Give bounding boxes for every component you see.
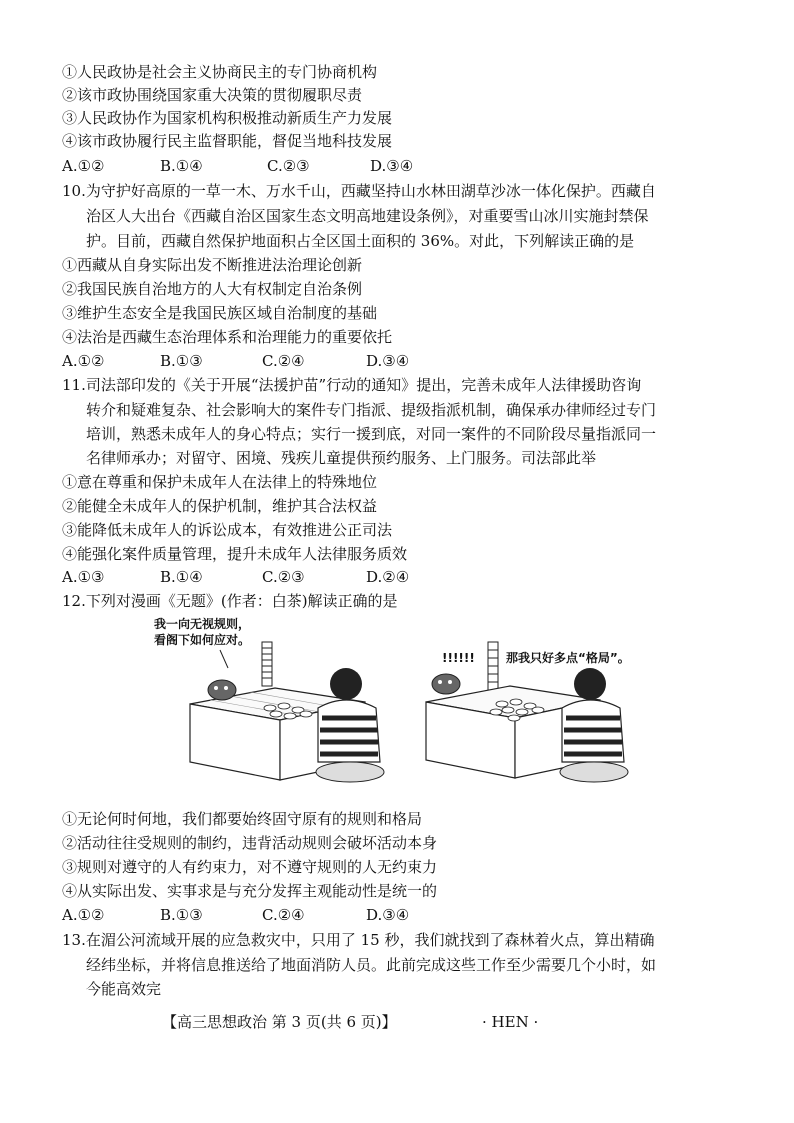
q11-option-d: D.②④ [366,568,410,586]
q10-stem-line-1: 10.为守护好高原的一草一木、万水千山，西藏坚持山水林田湖草沙冰一体化保护。西藏自 [62,182,656,200]
q10-stem-line-2: 治区人大出台《西藏自治区国家生态文明高地建设条例》，对重要雪山冰川实施封禁保 [86,207,649,225]
q13-stem-line-1: 13.在湄公河流域开展的应急救灾中，只用了 15 秒，我们就找到了森林着火点，算出精确 [62,931,655,949]
q10-option-d: D.③④ [366,352,410,370]
q12-stem: 12.下列对漫画《无题》(作者：白茶)解读正确的是 [62,592,398,610]
q11-option-b: B.①④ [160,568,203,586]
q9-option-c: C.②③ [267,157,310,175]
q10-stem-line-3: 护。目前，西藏自然保护地面积占全区国土面积的 36%。对此，下列解读正确的是 [86,232,635,250]
q10-item-4: ④法治是西藏生态治理体系和治理能力的重要依托 [62,328,393,346]
right-exclamation: !!!!!! [442,651,475,665]
q12-item-4: ④从实际出发、实事求是与充分发挥主观能动性是统一的 [62,882,438,900]
q11-option-c: C.②③ [262,568,305,586]
q12-option-c: C.②④ [262,906,305,924]
q10-item-3: ③维护生态安全是我国民族区域自治制度的基础 [62,304,378,322]
q9-item-4: ④该市政协履行民主监督职能，督促当地科技发展 [62,132,393,150]
q9-item-1: ①人民政协是社会主义协商民主的专门协商机构 [62,63,378,81]
q12-option-d: D.③④ [366,906,410,924]
q11-option-a: A.①③ [62,568,105,586]
page-footer-label: 【高三思想政治 第 3 页(共 6 页)】 [162,1013,397,1031]
q10-option-b: B.①③ [160,352,203,370]
q9-option-b: B.①④ [160,157,203,175]
q13-stem-line-2: 经纬坐标，并将信息推送给了地面消防人员。此前完成这些工作至少需要几个小时，如 [86,956,657,974]
comic-right-panel [426,642,630,782]
q11-item-1: ①意在尊重和保护未成年人在法律上的特殊地位 [62,473,378,491]
q9-option-d: D.③④ [370,157,414,175]
q11-stem-line-2: 转介和疑难复杂、社会影响大的案件专门指派、提级指派机制，确保承办律师经过专门 [86,401,657,419]
q9-option-a: A.①② [62,157,105,175]
q10-option-c: C.②④ [262,352,305,370]
comic-left-panel [154,616,384,782]
q12-item-1: ①无论何时何地，我们都要始终固守原有的规则和格局 [62,810,423,828]
left-speech-line-1: 我一向无视规则， [154,617,251,631]
comic-illustration [150,612,680,802]
q9-item-2: ②该市政协围绕国家重大决策的贯彻履职尽责 [62,86,363,104]
q10-option-a: A.①② [62,352,105,370]
q11-item-2: ②能健全未成年人的保护机制，维护其合法权益 [62,497,378,515]
q11-item-4: ④能强化案件质量管理，提升未成年人法律服务质效 [62,545,408,563]
left-speech-line-2: 看阁下如何应对。 [154,633,251,647]
q11-item-3: ③能降低未成年人的诉讼成本，有效推进公正司法 [62,521,393,539]
page-footer-code: · HEN · [482,1013,539,1031]
q13-stem-line-3: 今能高效完 [86,980,162,998]
q12-option-a: A.①② [62,906,105,924]
q11-stem-line-1: 11.司法部印发的《关于开展“法援护苗”行动的通知》提出，完善未成年人法律援助咨询 [62,376,642,394]
q12-item-3: ③规则对遵守的人有约束力，对不遵守规则的人无约束力 [62,858,438,876]
q9-item-3: ③人民政协作为国家机构积极推动新质生产力发展 [62,109,393,127]
q10-item-2: ②我国民族自治地方的人大有权制定自治条例 [62,280,363,298]
right-speech: 那我只好多点“格局”。 [506,651,630,665]
q10-item-1: ①西藏从自身实际出发不断推进法治理论创新 [62,256,363,274]
q12-item-2: ②活动往往受规则的制约，违背活动规则会破坏活动本身 [62,834,438,852]
q12-option-b: B.①③ [160,906,203,924]
q11-stem-line-3: 培训，熟悉未成年人的身心特点；实行一援到底，对同一案件的不同阶段尽量指派同一 [86,425,657,443]
q11-stem-line-4: 名律师承办；对留守、困境、残疾儿童提供预约服务、上门服务。司法部此举 [86,449,597,467]
